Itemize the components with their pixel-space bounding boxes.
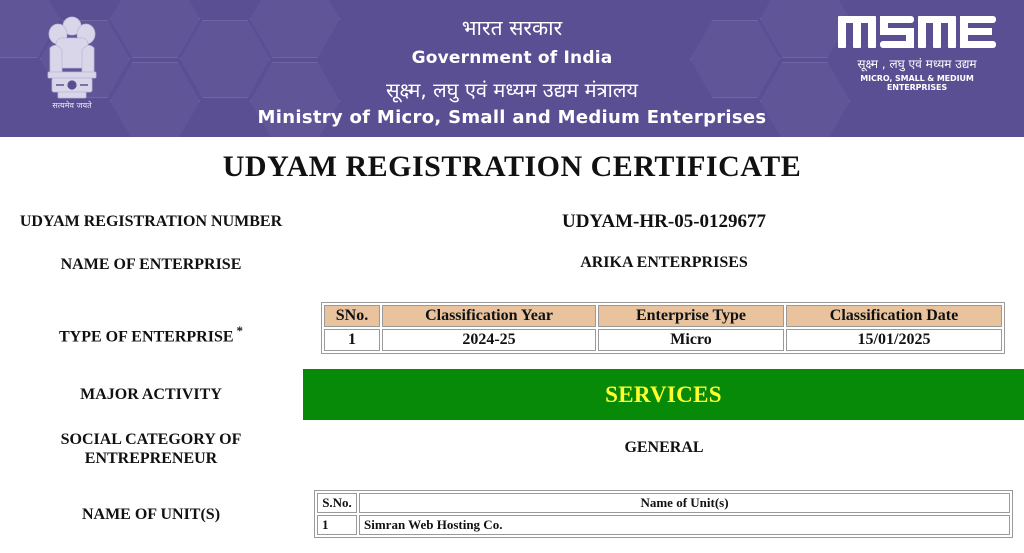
table-row (317, 515, 1010, 535)
table-cell: 1 (324, 329, 380, 351)
table-header-cell: Classification Year (382, 305, 596, 327)
table-header-cell: SNo. (324, 305, 380, 327)
enterprise-name-value: ARIKA ENTERPRISES (580, 254, 748, 271)
table-row (324, 329, 1002, 351)
msme-logo (838, 14, 996, 50)
enterprise-type-asterisk: * (236, 323, 244, 338)
hex-pattern-decoration (110, 62, 200, 137)
social-category-label-line2: ENTREPRENEUR (84, 450, 218, 467)
enterprise-name-label: NAME OF ENTERPRISE (60, 256, 242, 273)
social-category-label-line1: SOCIAL CATEGORY OF (60, 431, 242, 448)
government-english-heading: Government of India (411, 48, 613, 68)
header-banner (0, 0, 1024, 137)
government-hindi-heading: भारत सरकार (461, 16, 563, 40)
major-activity-label: MAJOR ACTIVITY (80, 386, 222, 403)
enterprise-type-label (10, 321, 292, 346)
table-header-cell: S.No. (317, 493, 357, 513)
enterprise-type-label-text: TYPE OF ENTERPRISE (58, 328, 234, 346)
social-category-label (10, 430, 292, 468)
certificate-title: UDYAM REGISTRATION CERTIFICATE (222, 150, 802, 183)
table-cell: 15/01/2025 (786, 329, 1002, 351)
table-header-cell: Classification Date (786, 305, 1002, 327)
emblem-caption: सत्यमेव जयते (52, 101, 92, 110)
ministry-english-heading: Ministry of Micro, Small and Medium Enterprises (257, 107, 767, 128)
msme-hindi-tagline: सूक्ष्म , लघु एवं मध्यम उद्यम (857, 57, 977, 71)
registration-number-value: UDYAM-HR-05-0129677 (561, 211, 767, 232)
ministry-hindi-heading: सूक्ष्म, लघु एवं मध्यम उद्यम मंत्रालय (386, 78, 638, 102)
table-cell: Simran Web Hosting Co. (359, 515, 1010, 535)
table-header-cell: Enterprise Type (598, 305, 784, 327)
table-cell: 1 (317, 515, 357, 535)
registration-number-label: UDYAM REGISTRATION NUMBER (19, 213, 283, 230)
table-cell: 2024-25 (382, 329, 596, 351)
major-activity-value: SERVICES (303, 369, 1024, 420)
table-cell: Micro (598, 329, 784, 351)
units-label: NAME OF UNIT(S) (81, 506, 221, 523)
table-header-row (324, 305, 1002, 327)
units-table (314, 490, 1013, 538)
enterprise-type-table (321, 302, 1005, 354)
social-category-value: GENERAL (624, 439, 704, 456)
national-emblem-icon (36, 14, 108, 114)
table-header-cell: Name of Unit(s) (359, 493, 1010, 513)
msme-english-tagline: MICRO, SMALL & MEDIUM ENTERPRISES (860, 74, 974, 92)
table-header-row (317, 493, 1010, 513)
